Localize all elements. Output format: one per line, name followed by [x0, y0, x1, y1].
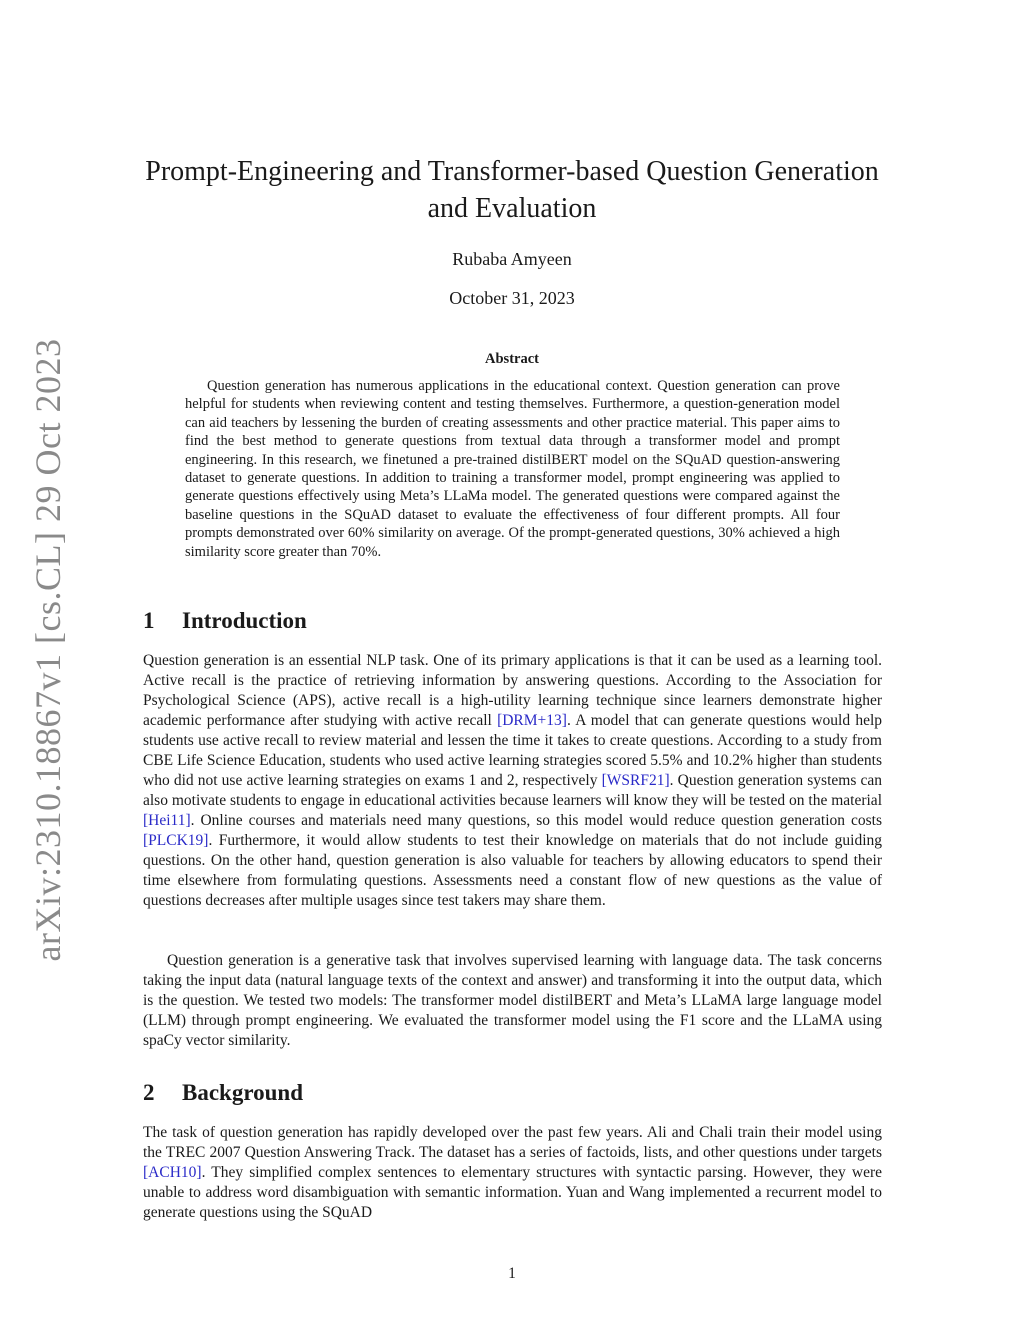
text-run: Question generation is an essential NLP task. One of its primary applications is that it can be used as a learning tool. Active recall is the practice of retrieving information by answering questions. According to the Association for Psychological Science (APS), active recall is a high-utility learning technique since learners demonstrate higher academic performance after studying with active recall [143, 652, 882, 729]
section-2-heading [143, 1080, 303, 1106]
author-name: Rubaba Amyeen [452, 249, 572, 269]
text-run: The task of question generation has rapidly developed over the past few years. Ali and Chali train their model using the TREC 2007 Question Answering Track. The dataset has a series of factoids, lists, and other questions under targets [143, 1124, 882, 1161]
introduction-paragraph-1 [143, 651, 882, 911]
section-title: Background [182, 1080, 304, 1105]
citation-link[interactable]: [ACH10] [143, 1164, 202, 1181]
text-run: . Online courses and materials need many questions, so this model would reduce question generation costs [190, 812, 882, 829]
introduction-paragraph-2: Question generation is a generative task that involves supervised learning with language data. The task concerns taking the input data (natural language texts of the context and answer) and transforming it into the output data, which is the question. We tested two models: The transformer model distilBERT and Meta’s LLaMA large language model (LLM) through prompt engineering. We evaluated the transformer model using the F1 score and the LLaMA using spaCy vector similarity. [143, 952, 882, 1049]
abstract-heading: Abstract [485, 351, 539, 367]
page-number: 1 [508, 1265, 516, 1282]
text-run: . A model that can generate questions would help students use active recall to review material and lessen the time it takes to create questions. According to a study from CBE Life Science Education, students who used active learning strategies scored 5.5% and 10.2% higher than students who did not use active learning strategies on exams 1 and 2, respectively [143, 712, 883, 789]
paper-title: Prompt-Engineering and Transformer-based Question Generation and Evaluation [145, 156, 879, 224]
abstract-text: Question generation has numerous applications in the educational context. Question generation can prove helpful for students when reviewing content and testing themselves. Furthermore, a question-generation model can aid teachers by lessening the burden of creating assessments and other practice material. This paper aims to find the best method to generate questions from textual data through a transformer model and prompt engineering. In this research, we finetuned a pre-trained distilBERT model on the SQuAD question-answering dataset to generate questions. In addition to training a transformer model, prompt engineering was applied to generate questions effectively using Meta’s LLaMa model. The generated questions were compared against the baseline questions in the SQuAD dataset to evaluate the effectiveness of four different prompts. All four prompts demonstrated over 60% similarity on average. Of the prompt-generated questions, 30% achieved a high similarity score greater than 70%. [185, 378, 840, 560]
citation-link[interactable]: [PLCK19] [143, 832, 209, 849]
background-paragraph-1 [143, 1123, 882, 1223]
section-number: 1 [143, 608, 155, 633]
citation-link[interactable]: [Hei11] [143, 812, 191, 829]
section-number: 2 [143, 1080, 155, 1105]
text-run: . They simplified complex sentences to elementary structures with syntactic parsing. However, they were unable to address word disambiguation with semantic information. Yuan and Wang implemented a recurrent model to generate questions using the SQuAD [143, 1164, 882, 1221]
arxiv-identifier-stamp: arXiv:2310.18867v1 [cs.CL] 29 Oct 2023 [28, 338, 68, 962]
text-run: . Question generation systems can also motivate students to engage in educational activities because learners will know they will be tested on the material [143, 772, 882, 809]
citation-link[interactable]: [WSRF21] [601, 772, 670, 789]
text-run: . Furthermore, it would allow students to test their knowledge on materials that do not include guiding questions. On the other hand, question generation is also valuable for teachers by allowing educators to spend their time elsewhere from formulating questions. Assessments need a constant flow of new questions as the value of questions decreases after multiple usages since test takers may share them. [143, 832, 882, 909]
section-1-heading [143, 608, 307, 634]
publication-date: October 31, 2023 [449, 288, 575, 308]
citation-link[interactable]: [DRM+13] [497, 712, 567, 729]
section-title: Introduction [182, 608, 307, 633]
